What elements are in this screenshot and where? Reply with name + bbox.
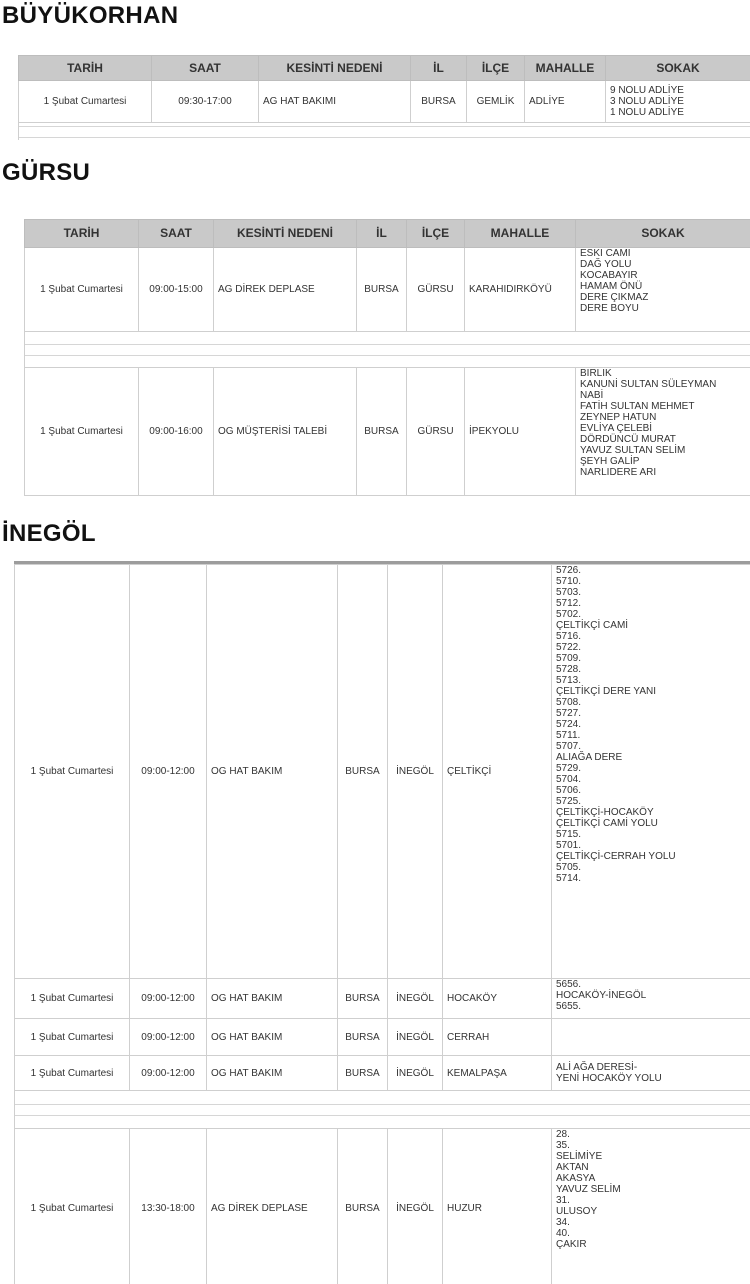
sokak-item: 5722. xyxy=(556,642,582,653)
cell-il: BURSA xyxy=(338,1019,388,1056)
section-title-gursu: GÜRSU xyxy=(2,159,91,186)
spacer-row xyxy=(19,123,750,141)
cell-il: BURSA xyxy=(338,1129,388,1284)
sokak-item: 5726. xyxy=(556,565,582,576)
cell-saat: 09:00-15:00 xyxy=(139,248,214,332)
cell-tarih: 1 Şubat Cumartesi xyxy=(15,979,130,1019)
divider xyxy=(25,344,750,356)
col-header-il: İL xyxy=(357,220,407,248)
sokak-item: 5728. xyxy=(556,664,582,675)
cell-tarih: 1 Şubat Cumartesi xyxy=(19,81,152,123)
cell-ilce: İNEGÖL xyxy=(388,1056,443,1091)
cell-neden: OG HAT BAKIM xyxy=(207,979,338,1019)
sokak-item: 5705. xyxy=(556,862,582,873)
sokak-item: AKASYA xyxy=(556,1173,596,1184)
cell-saat: 09:00-16:00 xyxy=(139,368,214,496)
section-title-buyukorhan: BÜYÜKORHAN xyxy=(2,2,179,29)
cell-mahalle: ADLİYE xyxy=(525,81,606,123)
sokak-item: 34. xyxy=(556,1217,570,1228)
sokak-item: 5710. xyxy=(556,576,582,587)
cell-saat: 09:00-12:00 xyxy=(130,565,207,979)
sokak-item: 5703. xyxy=(556,587,582,598)
sokak-item: EVLİYA ÇELEBİ xyxy=(580,423,653,434)
sokak-item: 1 NOLU ADLİYE xyxy=(610,107,684,118)
cell-mahalle: KEMALPAŞA xyxy=(443,1056,552,1091)
cell-mahalle: CERRAH xyxy=(443,1019,552,1056)
sokak-item: 5707. xyxy=(556,741,582,752)
sokak-item: ÇAKIR xyxy=(556,1239,587,1250)
col-header-neden: KESİNTİ NEDENİ xyxy=(214,220,357,248)
table-row xyxy=(25,248,750,332)
sokak-item: YENİ HOCAKÖY YOLU xyxy=(556,1073,662,1084)
sokak-item: 5715. xyxy=(556,829,582,840)
sokak-item: YAVUZ SULTAN SELİM xyxy=(580,445,686,456)
col-header-neden: KESİNTİ NEDENİ xyxy=(259,56,411,81)
sokak-item: ZEYNEP HATUN xyxy=(580,412,657,423)
sokak-item: ALİ AĞA DERESİ- xyxy=(556,1062,638,1073)
sokak-item: ULUSOY xyxy=(556,1206,598,1217)
cell-il: BURSA xyxy=(357,248,407,332)
cell-ilce: GÜRSU xyxy=(407,368,465,496)
col-header-saat: SAAT xyxy=(152,56,259,81)
cell-tarih: 1 Şubat Cumartesi xyxy=(25,368,139,496)
col-header-mahalle: MAHALLE xyxy=(465,220,576,248)
cell-ilce: İNEGÖL xyxy=(388,1129,443,1284)
spacer-cell xyxy=(19,123,750,141)
sokak-item: 5656. xyxy=(556,979,582,990)
cell-ilce: GEMLİK xyxy=(467,81,525,123)
sokak-item: 5711. xyxy=(556,730,581,741)
cell-sokak xyxy=(552,1019,750,1056)
sokak-item: 5702. xyxy=(556,609,582,620)
cell-il: BURSA xyxy=(411,81,467,123)
sokak-item: 28. xyxy=(556,1129,570,1140)
sokak-item: KANUNİ SULTAN SÜLEYMAN xyxy=(580,379,717,390)
sokak-item: 35. xyxy=(556,1140,570,1151)
cell-saat: 13:30-18:00 xyxy=(130,1129,207,1284)
sokak-item: ALIAĞA DERE xyxy=(556,752,623,763)
cell-tarih: 1 Şubat Cumartesi xyxy=(25,248,139,332)
cell-sokak xyxy=(552,1056,750,1091)
cell-sokak xyxy=(576,248,750,332)
cell-ilce: İNEGÖL xyxy=(388,565,443,979)
table-row xyxy=(15,1019,750,1056)
cell-sokak xyxy=(552,565,750,979)
sokak-item: ŞEYH GALİP xyxy=(580,456,640,467)
cell-sokak xyxy=(552,1129,750,1284)
sokak-item: FATİH SULTAN MEHMET xyxy=(580,401,695,412)
col-header-saat: SAAT xyxy=(139,220,214,248)
cell-neden: AG HAT BAKIMI xyxy=(259,81,411,123)
sokak-item: SELİMİYE xyxy=(556,1151,603,1162)
sokak-item: HOCAKÖY-İNEGÖL xyxy=(556,990,647,1001)
sokak-item: 5724. xyxy=(556,719,582,730)
cell-il: BURSA xyxy=(338,979,388,1019)
col-header-sokak: SOKAK xyxy=(576,220,750,248)
cell-ilce: GÜRSU xyxy=(407,248,465,332)
sokak-item: 5709. xyxy=(556,653,582,664)
spacer-row xyxy=(15,1091,750,1129)
cell-saat: 09:00-12:00 xyxy=(130,979,207,1019)
sokak-item: 5727. xyxy=(556,708,582,719)
col-header-tarih: TARİH xyxy=(25,220,139,248)
cell-tarih: 1 Şubat Cumartesi xyxy=(15,565,130,979)
sokak-item: ÇELTİKÇİ DERE YANI xyxy=(556,686,657,697)
cell-mahalle: KARAHIDIRKÖYÜ xyxy=(465,248,576,332)
col-header-sokak: SOKAK xyxy=(606,56,750,81)
table-row xyxy=(15,979,750,1019)
spacer-cell xyxy=(15,1091,750,1129)
sokak-item: HAMAM ÖNÜ xyxy=(580,281,643,292)
cell-neden: OG HAT BAKIM xyxy=(207,565,338,979)
sokak-item: 5712. xyxy=(556,598,582,609)
sokak-item: 5725. xyxy=(556,796,582,807)
sokak-item: 3 NOLU ADLİYE xyxy=(610,96,684,107)
table-row xyxy=(15,1056,750,1091)
table-row xyxy=(15,565,750,979)
cell-tarih: 1 Şubat Cumartesi xyxy=(15,1019,130,1056)
sokak-item: KOCABAYIR xyxy=(580,270,638,281)
col-header-ilce: İLÇE xyxy=(407,220,465,248)
sokak-item: 5706. xyxy=(556,785,582,796)
sokak-item: 5713. xyxy=(556,675,582,686)
col-header-tarih: TARİH xyxy=(19,56,152,81)
sokak-item: ÇELTİKÇİ CAMİ xyxy=(556,620,629,631)
sokak-item: 5708. xyxy=(556,697,582,708)
sokak-item: DERE BOYU xyxy=(580,303,639,314)
divider xyxy=(15,1104,750,1116)
table-gursu xyxy=(24,219,750,499)
sokak-item: YAVUZ SELİM xyxy=(556,1184,621,1195)
sokak-item: NABİ xyxy=(580,390,604,401)
cell-mahalle: HOCAKÖY xyxy=(443,979,552,1019)
table-row xyxy=(19,81,750,123)
cell-saat: 09:00-12:00 xyxy=(130,1019,207,1056)
sokak-item: ESKİ CAMİ xyxy=(580,248,631,259)
table-inegol xyxy=(14,564,750,1284)
cell-neden: AG DİREK DEPLASE xyxy=(207,1129,338,1284)
cell-il: BURSA xyxy=(338,565,388,979)
sokak-item: 5729. xyxy=(556,763,582,774)
cell-mahalle: ÇELTİKÇİ xyxy=(443,565,552,979)
table-row xyxy=(25,368,750,496)
sokak-item: 5716. xyxy=(556,631,582,642)
cell-il: BURSA xyxy=(357,368,407,496)
sokak-item: AKTAN xyxy=(556,1162,589,1173)
col-header-mahalle: MAHALLE xyxy=(525,56,606,81)
divider xyxy=(19,126,750,138)
sokak-item: ÇELTİKÇİ-CERRAH YOLU xyxy=(556,851,676,862)
cell-sokak xyxy=(606,81,750,123)
sokak-item: 5714. xyxy=(556,873,582,884)
spacer-cell xyxy=(25,332,750,368)
cell-ilce: İNEGÖL xyxy=(388,979,443,1019)
sokak-item: 5655. xyxy=(556,1001,582,1012)
cell-il: BURSA xyxy=(338,1056,388,1091)
cell-sokak xyxy=(552,979,750,1019)
sokak-item: BİRLİK xyxy=(580,368,612,379)
cell-tarih: 1 Şubat Cumartesi xyxy=(15,1129,130,1284)
cell-sokak xyxy=(576,368,750,496)
cell-mahalle: İPEKYOLU xyxy=(465,368,576,496)
sokak-item: NARLIDERE ARI xyxy=(580,467,657,478)
cell-neden: OG HAT BAKIM xyxy=(207,1056,338,1091)
sokak-item: DAĞ YOLU xyxy=(580,259,632,270)
sokak-item: DÖRDÜNCÜ MURAT xyxy=(580,434,676,445)
sokak-item: 40. xyxy=(556,1228,570,1239)
cell-saat: 09:30-17:00 xyxy=(152,81,259,123)
cell-neden: OG MÜŞTERİSİ TALEBİ xyxy=(214,368,357,496)
cell-mahalle: HUZUR xyxy=(443,1129,552,1284)
sokak-item: 31. xyxy=(556,1195,570,1206)
cell-neden: OG HAT BAKIM xyxy=(207,1019,338,1056)
section-title-inegol: İNEGÖL xyxy=(2,520,96,547)
sokak-item: 5701. xyxy=(556,840,582,851)
cell-saat: 09:00-12:00 xyxy=(130,1056,207,1091)
sokak-item: 5704. xyxy=(556,774,582,785)
spacer-row xyxy=(25,332,750,368)
sokak-item: 9 NOLU ADLİYE xyxy=(610,85,684,96)
table-buyukorhan xyxy=(18,55,750,140)
sokak-item: ÇELTİKÇİ CAMİ YOLU xyxy=(556,818,658,829)
cell-ilce: İNEGÖL xyxy=(388,1019,443,1056)
cell-neden: AG DİREK DEPLASE xyxy=(214,248,357,332)
cell-tarih: 1 Şubat Cumartesi xyxy=(15,1056,130,1091)
sokak-item: ÇELTİKÇİ-HOCAKÖY xyxy=(556,807,654,818)
sokak-item: DERE ÇIKMAZ xyxy=(580,292,649,303)
col-header-il: İL xyxy=(411,56,467,81)
table-row xyxy=(15,1129,750,1284)
col-header-ilce: İLÇE xyxy=(467,56,525,81)
